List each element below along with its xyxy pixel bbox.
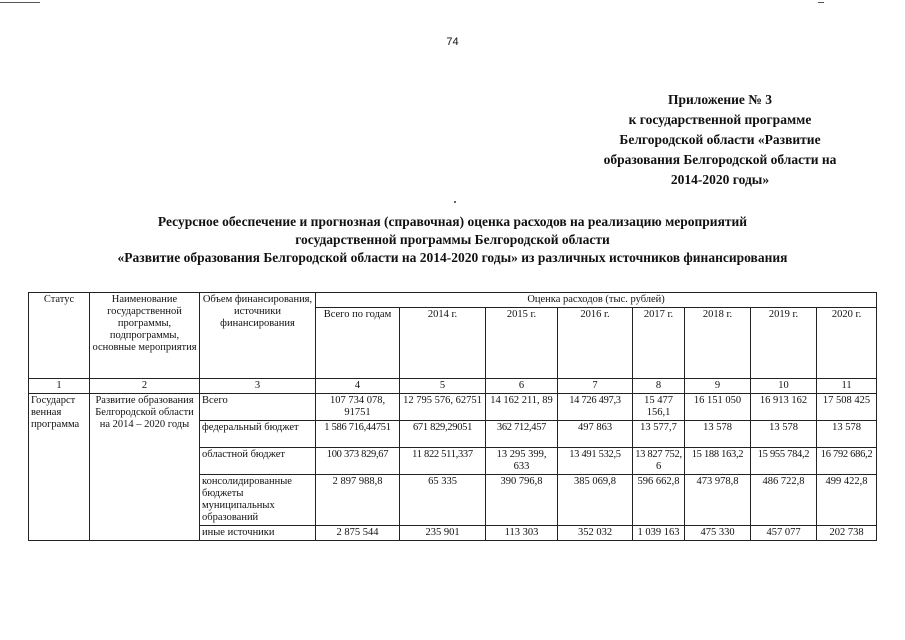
value-cell: 15 188 163,2	[685, 448, 751, 475]
column-number: 5	[400, 379, 486, 394]
column-number: 9	[685, 379, 751, 394]
header-year: 2014 г.	[400, 308, 486, 379]
budget-table	[28, 292, 877, 541]
value-cell: 499 422,8	[817, 475, 877, 526]
value-cell: 362 712,457	[486, 421, 558, 448]
header-year: Всего по годам	[316, 308, 400, 379]
header-name: Наименование государственной программы, подпрограммы, основные мероприятия	[90, 293, 200, 379]
column-number: 7	[558, 379, 633, 394]
value-cell: 2 897 988,8	[316, 475, 400, 526]
value-cell: 1 586 716,44751	[316, 421, 400, 448]
program-name-cell: Развитие образования Белгородской области на 2014 – 2020 годы	[90, 394, 200, 541]
appendix-line: к государственной программе	[628, 112, 812, 127]
value-cell: 497 863	[558, 421, 633, 448]
column-number: 4	[316, 379, 400, 394]
appendix-note	[560, 90, 880, 190]
value-cell: 385 069,8	[558, 475, 633, 526]
header-year: 2015 г.	[486, 308, 558, 379]
table-row	[29, 394, 877, 421]
header-year: 2018 г.	[685, 308, 751, 379]
header-year: 2019 г.	[751, 308, 817, 379]
value-cell: 65 335	[400, 475, 486, 526]
value-cell: 235 901	[400, 526, 486, 541]
scan-speck	[454, 201, 456, 203]
value-cell: 13 578	[685, 421, 751, 448]
header-year: 2017 г.	[633, 308, 685, 379]
value-cell: 486 722,8	[751, 475, 817, 526]
value-cell: 2 875 544	[316, 526, 400, 541]
column-number: 1	[29, 379, 90, 394]
title-line: государственной программы Белгородской области	[295, 232, 610, 247]
document-title	[0, 213, 905, 267]
value-cell: 13 491 532,5	[558, 448, 633, 475]
value-cell: 12 795 576, 62751	[400, 394, 486, 421]
value-cell: 113 303	[486, 526, 558, 541]
source-cell: иные источники	[200, 526, 316, 541]
value-cell: 107 734 078, 91751	[316, 394, 400, 421]
value-cell: 13 577,7	[633, 421, 685, 448]
source-cell: Всего	[200, 394, 316, 421]
value-cell: 596 662,8	[633, 475, 685, 526]
header-year: 2020 г.	[817, 308, 877, 379]
value-cell: 475 330	[685, 526, 751, 541]
appendix-line: образования Белгородской области на	[603, 152, 837, 167]
source-cell: федеральный бюджет	[200, 421, 316, 448]
page-number: 74	[446, 36, 459, 48]
title-line: «Развитие образования Белгородской области на 2014-2020 годы» из различных источников финансирования	[117, 250, 788, 265]
column-number: 6	[486, 379, 558, 394]
value-cell: 16 151 050	[685, 394, 751, 421]
status-cell: Государст венная программа	[29, 394, 90, 541]
appendix-line: Белгородской области «Развитие	[619, 132, 821, 147]
value-cell: 11 822 511,337	[400, 448, 486, 475]
appendix-line: Приложение № 3	[668, 92, 772, 107]
value-cell: 15 477 156,1	[633, 394, 685, 421]
value-cell: 14 726 497,3	[558, 394, 633, 421]
header-estimate: Оценка расходов (тыс. рублей)	[316, 293, 877, 308]
value-cell: 13 827 752, 6	[633, 448, 685, 475]
column-numbers-row	[29, 379, 877, 394]
value-cell: 13 578	[817, 421, 877, 448]
value-cell: 16 913 162	[751, 394, 817, 421]
column-number: 2	[90, 379, 200, 394]
value-cell: 17 508 425	[817, 394, 877, 421]
value-cell: 14 162 211, 89	[486, 394, 558, 421]
source-cell: областной бюджет	[200, 448, 316, 475]
header-volume: Объем финансирования, источники финансирования	[200, 293, 316, 379]
value-cell: 352 032	[558, 526, 633, 541]
value-cell: 15 955 784,2	[751, 448, 817, 475]
title-line: Ресурсное обеспечение и прогнозная (справочная) оценка расходов на реализацию мероприятий	[157, 214, 748, 229]
column-number: 8	[633, 379, 685, 394]
column-number: 11	[817, 379, 877, 394]
value-cell: 473 978,8	[685, 475, 751, 526]
value-cell: 13 578	[751, 421, 817, 448]
value-cell: 457 077	[751, 526, 817, 541]
scan-top-line-left	[0, 2, 40, 3]
source-cell: консолидированные бюджеты муниципальных образований	[200, 475, 316, 526]
column-number: 10	[751, 379, 817, 394]
value-cell: 16 792 686,2	[817, 448, 877, 475]
header-year: 2016 г.	[558, 308, 633, 379]
column-number: 3	[200, 379, 316, 394]
scan-top-line-right	[818, 2, 824, 3]
value-cell: 390 796,8	[486, 475, 558, 526]
value-cell: 1 039 163	[633, 526, 685, 541]
header-status: Статус	[29, 293, 90, 379]
value-cell: 100 373 829,67	[316, 448, 400, 475]
value-cell: 202 738	[817, 526, 877, 541]
value-cell: 671 829,29051	[400, 421, 486, 448]
appendix-line: 2014-2020 годы»	[670, 172, 770, 187]
value-cell: 13 295 399, 633	[486, 448, 558, 475]
